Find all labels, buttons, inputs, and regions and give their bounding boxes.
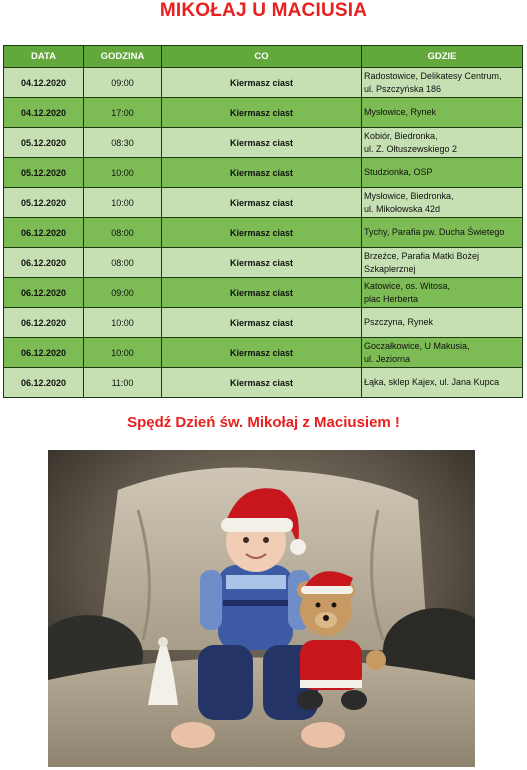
cell-date: 06.12.2020	[4, 218, 84, 248]
table-row	[4, 278, 523, 308]
cell-where	[362, 308, 523, 338]
where-line: Goczałkowice, U Makusia,	[364, 340, 470, 351]
cell-time: 10:00	[84, 338, 162, 368]
table-row	[4, 248, 523, 278]
where-line: Brzeźce, Parafia Matki Bożej	[364, 250, 480, 261]
cell-date: 05.12.2020	[4, 158, 84, 188]
table-row	[4, 188, 523, 218]
cell-time: 09:00	[84, 68, 162, 98]
cell-time: 08:30	[84, 128, 162, 158]
cell-what: Kiermasz ciast	[162, 128, 362, 158]
cell-date: 04.12.2020	[4, 98, 84, 128]
cell-where	[362, 248, 523, 278]
where-line: Radostowice, Delikatesy Centrum,	[364, 70, 502, 81]
schedule-table	[3, 45, 523, 398]
where-line: Studzionka, OSP	[364, 167, 433, 177]
table-row	[4, 308, 523, 338]
cell-what: Kiermasz ciast	[162, 338, 362, 368]
where-line: Szkaplerznej	[364, 263, 416, 274]
cell-where	[362, 158, 523, 188]
cell-what: Kiermasz ciast	[162, 278, 362, 308]
cell-time: 17:00	[84, 98, 162, 128]
cell-what: Kiermasz ciast	[162, 368, 362, 398]
where-line: plac Herberta	[364, 293, 419, 304]
cell-where	[362, 128, 523, 158]
cell-time: 08:00	[84, 248, 162, 278]
photo-illustration	[48, 450, 475, 767]
where-line: ul. Z. Ołtuszewskiego 2	[364, 143, 458, 154]
page-title: MIKOŁAJ U MACIUSIA	[159, 0, 368, 21]
column-header-what: CO	[162, 46, 362, 68]
cell-date: 06.12.2020	[4, 308, 84, 338]
cell-time: 08:00	[84, 218, 162, 248]
cell-time: 10:00	[84, 188, 162, 218]
cell-what: Kiermasz ciast	[162, 158, 362, 188]
cell-what: Kiermasz ciast	[162, 188, 362, 218]
cell-where	[362, 218, 523, 248]
cell-date: 05.12.2020	[4, 128, 84, 158]
where-line: Łąka, sklep Kajex, ul. Jana Kupca	[364, 377, 500, 387]
cell-date: 06.12.2020	[4, 278, 84, 308]
cell-where	[362, 68, 523, 98]
santa-boy-photo	[48, 450, 475, 767]
where-line: ul. Mikołowska 42d	[364, 203, 441, 214]
cell-time: 09:00	[84, 278, 162, 308]
cell-date: 04.12.2020	[4, 68, 84, 98]
where-line: Mysłowice, Biedronka,	[364, 190, 454, 201]
cell-date: 06.12.2020	[4, 368, 84, 398]
cell-time: 10:00	[84, 308, 162, 338]
column-header-date: DATA	[4, 46, 84, 68]
table-row	[4, 128, 523, 158]
table-row	[4, 98, 523, 128]
column-header-where: GDZIE	[362, 46, 523, 68]
cell-time: 10:00	[84, 158, 162, 188]
cell-date: 05.12.2020	[4, 188, 84, 218]
cell-where	[362, 368, 523, 398]
table-row	[4, 68, 523, 98]
cell-what: Kiermasz ciast	[162, 218, 362, 248]
where-line: ul. Pszczyńska 186	[364, 83, 442, 94]
cell-what: Kiermasz ciast	[162, 68, 362, 98]
table-row	[4, 158, 523, 188]
column-header-time: GODZINA	[84, 46, 162, 68]
where-line: Tychy, Parafia pw. Ducha Świetego	[364, 227, 505, 237]
cell-what: Kiermasz ciast	[162, 98, 362, 128]
where-line: Pszczyna, Rynek	[364, 317, 434, 327]
cell-where	[362, 278, 523, 308]
table-row	[4, 368, 523, 398]
where-line: Mysłowice, Rynek	[364, 107, 437, 117]
table-header-row	[4, 46, 523, 68]
where-line: ul. Jeziorna	[364, 353, 411, 364]
where-line: Kobiór, Biedronka,	[364, 130, 438, 141]
cell-date: 06.12.2020	[4, 248, 84, 278]
cell-what: Kiermasz ciast	[162, 308, 362, 338]
slogan: Spędź Dzień św. Mikołaj z Maciusiem !	[127, 414, 400, 431]
schedule-table-body	[4, 68, 523, 398]
cell-time: 11:00	[84, 368, 162, 398]
table-row	[4, 338, 523, 368]
cell-date: 06.12.2020	[4, 338, 84, 368]
cell-where	[362, 338, 523, 368]
cell-what: Kiermasz ciast	[162, 248, 362, 278]
where-line: Katowice, os. Witosa,	[364, 280, 451, 291]
cell-where	[362, 98, 523, 128]
table-row	[4, 218, 523, 248]
cell-where	[362, 188, 523, 218]
